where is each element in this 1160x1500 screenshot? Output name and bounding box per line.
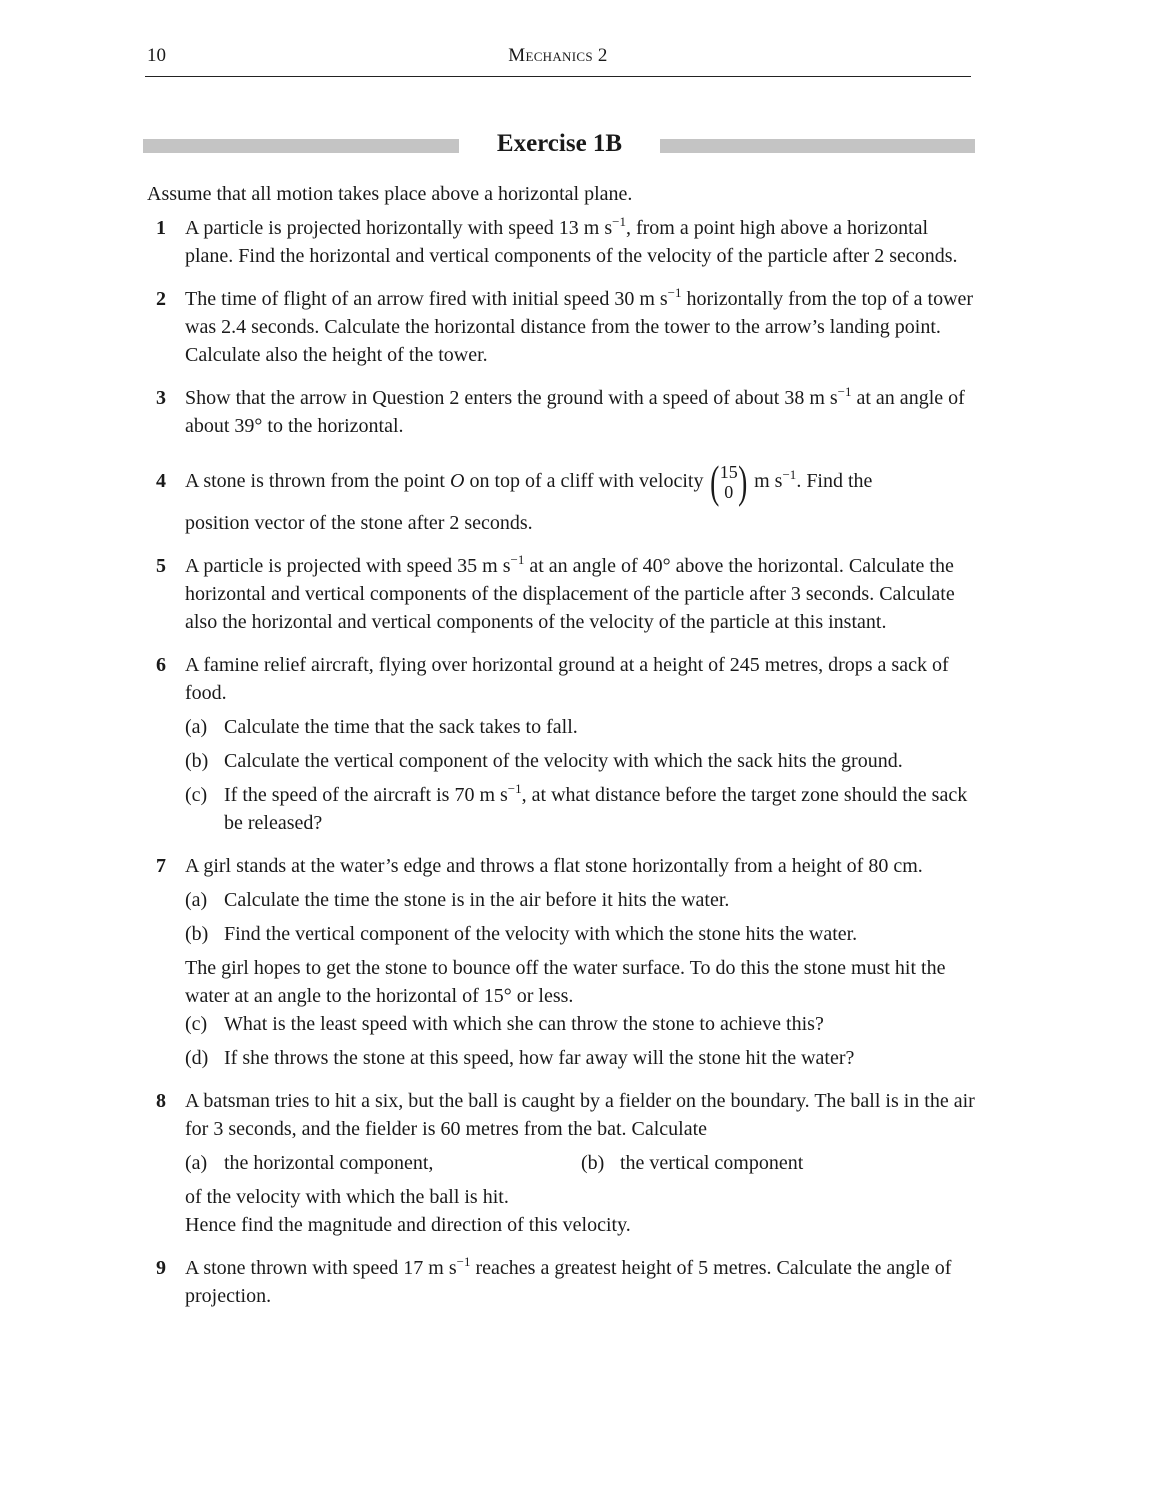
question-after-text: of the velocity with which the ball is hit. xyxy=(185,1186,509,1208)
sub-parts xyxy=(185,886,977,1072)
text-run: A particle is projected with speed 35 m s xyxy=(185,555,511,577)
part-label: (c) xyxy=(185,1013,208,1035)
question-number: 5 xyxy=(156,555,166,577)
part-text: the horizontal component, xyxy=(224,1152,434,1174)
question-9 xyxy=(147,1254,977,1310)
parts-row xyxy=(185,1149,977,1177)
superscript: −1 xyxy=(782,467,797,482)
exercise-content xyxy=(147,180,977,1325)
sub-parts xyxy=(185,1149,977,1239)
left-paren: ( xyxy=(710,456,720,508)
part-text: What is the least speed with which she can throw the stone to achieve this? xyxy=(224,1013,824,1035)
part-b xyxy=(185,747,977,775)
sub-parts xyxy=(185,713,977,837)
text-run: A particle is projected horizontally with speed 13 m s xyxy=(185,217,613,239)
question-8 xyxy=(147,1087,977,1239)
vector-top: 15 xyxy=(719,462,738,483)
question-4 xyxy=(147,455,977,537)
unit-text: m s xyxy=(754,470,783,492)
superscript: −1 xyxy=(837,384,852,399)
part-text: Calculate the time that the sack takes to fall. xyxy=(224,716,578,738)
question-text xyxy=(185,285,977,369)
header-rule xyxy=(145,76,971,77)
question-number: 8 xyxy=(156,1090,166,1112)
part-label: (c) xyxy=(185,784,208,806)
superscript: −1 xyxy=(667,285,682,300)
page-number: 10 xyxy=(147,45,166,66)
part-text: Calculate the vertical component of the velocity with which the sack hits the ground. xyxy=(224,750,903,772)
question-text: A girl stands at the water’s edge and throws a flat stone horizontally from a height of 80 cm. xyxy=(185,855,923,877)
part-label: (b) xyxy=(185,750,209,772)
part-c xyxy=(185,781,977,837)
question-number: 9 xyxy=(156,1257,166,1279)
part-a xyxy=(185,713,977,741)
vector-bottom: 0 xyxy=(724,482,734,503)
text-run: , from a point high above a horizontal plane. Find the horizontal and vertical components of the velocity of the particle after 2 seconds. xyxy=(185,217,958,267)
superscript: −1 xyxy=(507,781,522,796)
text-run: , at what distance before the target zone should the sack be released? xyxy=(224,784,968,834)
question-text xyxy=(185,552,977,636)
part-text: Find the vertical component of the velocity with which the stone hits the water. xyxy=(224,923,858,945)
part-d xyxy=(185,1044,977,1072)
right-paren: ) xyxy=(737,456,748,508)
text-run: . Find the xyxy=(796,470,873,492)
question-6 xyxy=(147,651,977,837)
question-1 xyxy=(147,214,977,270)
text-run: horizontally from the top of a tower was 2.4 seconds. Calculate the horizontal distance from the tower to the arrow’s landing point. Calculate also the height of the tower. xyxy=(185,288,974,366)
part-label: (a) xyxy=(185,889,208,911)
part-label: (b) xyxy=(185,923,209,945)
question-text: A batsman tries to hit a six, but the ball is caught by a fielder on the boundary. The ball is in the air for 3 seconds, and the fielder is 60 metres from the bat. Calculate xyxy=(185,1090,975,1140)
question-number: 4 xyxy=(156,470,166,492)
part-text: If she throws the stone at this speed, how far away will the stone hit the water? xyxy=(224,1047,855,1069)
question-number: 1 xyxy=(156,217,166,239)
question-number: 3 xyxy=(156,387,166,409)
question-text: A famine relief aircraft, flying over horizontal ground at a height of 245 metres, drops a sack of food. xyxy=(185,654,949,704)
text-run: Show that the arrow in Question 2 enters the ground with a speed of about 38 m s xyxy=(185,387,838,409)
text-run: at an angle of 40° above the horizontal. Calculate the horizontal and vertical components of the displacement of the particle after 3 seconds. Calculate also the horizontal and vertical components of the velocity of the particle at this instant. xyxy=(185,555,955,633)
vector-column xyxy=(720,462,738,502)
part-label: (a) xyxy=(185,1152,208,1174)
question-number: 6 xyxy=(156,654,166,676)
question-mid-text: The girl hopes to get the stone to bounce off the water surface. To do this the stone must hit the water at an angle to the horizontal of 15° or less. xyxy=(185,957,946,1007)
text-run: The time of flight of an arrow fired with initial speed 30 m s xyxy=(185,288,668,310)
text-run: If the speed of the aircraft is 70 m s xyxy=(224,784,508,806)
part-label: (b) xyxy=(581,1152,605,1174)
part-text: Calculate the time the stone is in the air before it hits the water. xyxy=(224,889,730,911)
text-run: A stone is thrown from the point xyxy=(185,470,450,492)
question-text-continued: position vector of the stone after 2 seconds. xyxy=(185,512,533,534)
part-label: (d) xyxy=(185,1047,209,1069)
question-5 xyxy=(147,552,977,636)
text-run: on top of a cliff with velocity xyxy=(464,470,704,492)
part-a xyxy=(185,886,977,914)
part-a xyxy=(185,1149,581,1177)
superscript: −1 xyxy=(456,1254,471,1269)
title-bar-left xyxy=(143,139,459,153)
question-text xyxy=(185,384,977,440)
exercise-title: Exercise 1B xyxy=(496,130,623,157)
superscript: −1 xyxy=(612,214,626,229)
title-bar-right xyxy=(660,139,975,153)
point-label: O xyxy=(449,470,465,492)
text-run: reaches a greatest height of 5 metres. Calculate the angle of projection. xyxy=(185,1257,952,1307)
question-3 xyxy=(147,384,977,440)
question-7 xyxy=(147,852,977,1072)
question-number: 7 xyxy=(156,855,166,877)
intro-text: Assume that all motion takes place above a horizontal plane. xyxy=(147,183,633,205)
part-c xyxy=(185,1010,977,1038)
text-run: A stone thrown with speed 17 m s xyxy=(185,1257,457,1279)
text-run: at an angle of about 39° to the horizontal. xyxy=(185,387,965,437)
part-text: the vertical component xyxy=(620,1152,804,1174)
question-after-text-2: Hence find the magnitude and direction of this velocity. xyxy=(185,1214,631,1236)
question-number: 2 xyxy=(156,288,166,310)
part-b xyxy=(185,920,977,948)
part-b xyxy=(581,1149,977,1177)
question-2 xyxy=(147,285,977,369)
superscript: −1 xyxy=(510,552,525,567)
part-label: (a) xyxy=(185,716,208,738)
running-head: Mechanics 2 xyxy=(508,45,608,66)
velocity-vector xyxy=(707,456,750,508)
question-text xyxy=(185,214,977,270)
question-text xyxy=(185,1254,977,1310)
question-text xyxy=(185,455,977,507)
